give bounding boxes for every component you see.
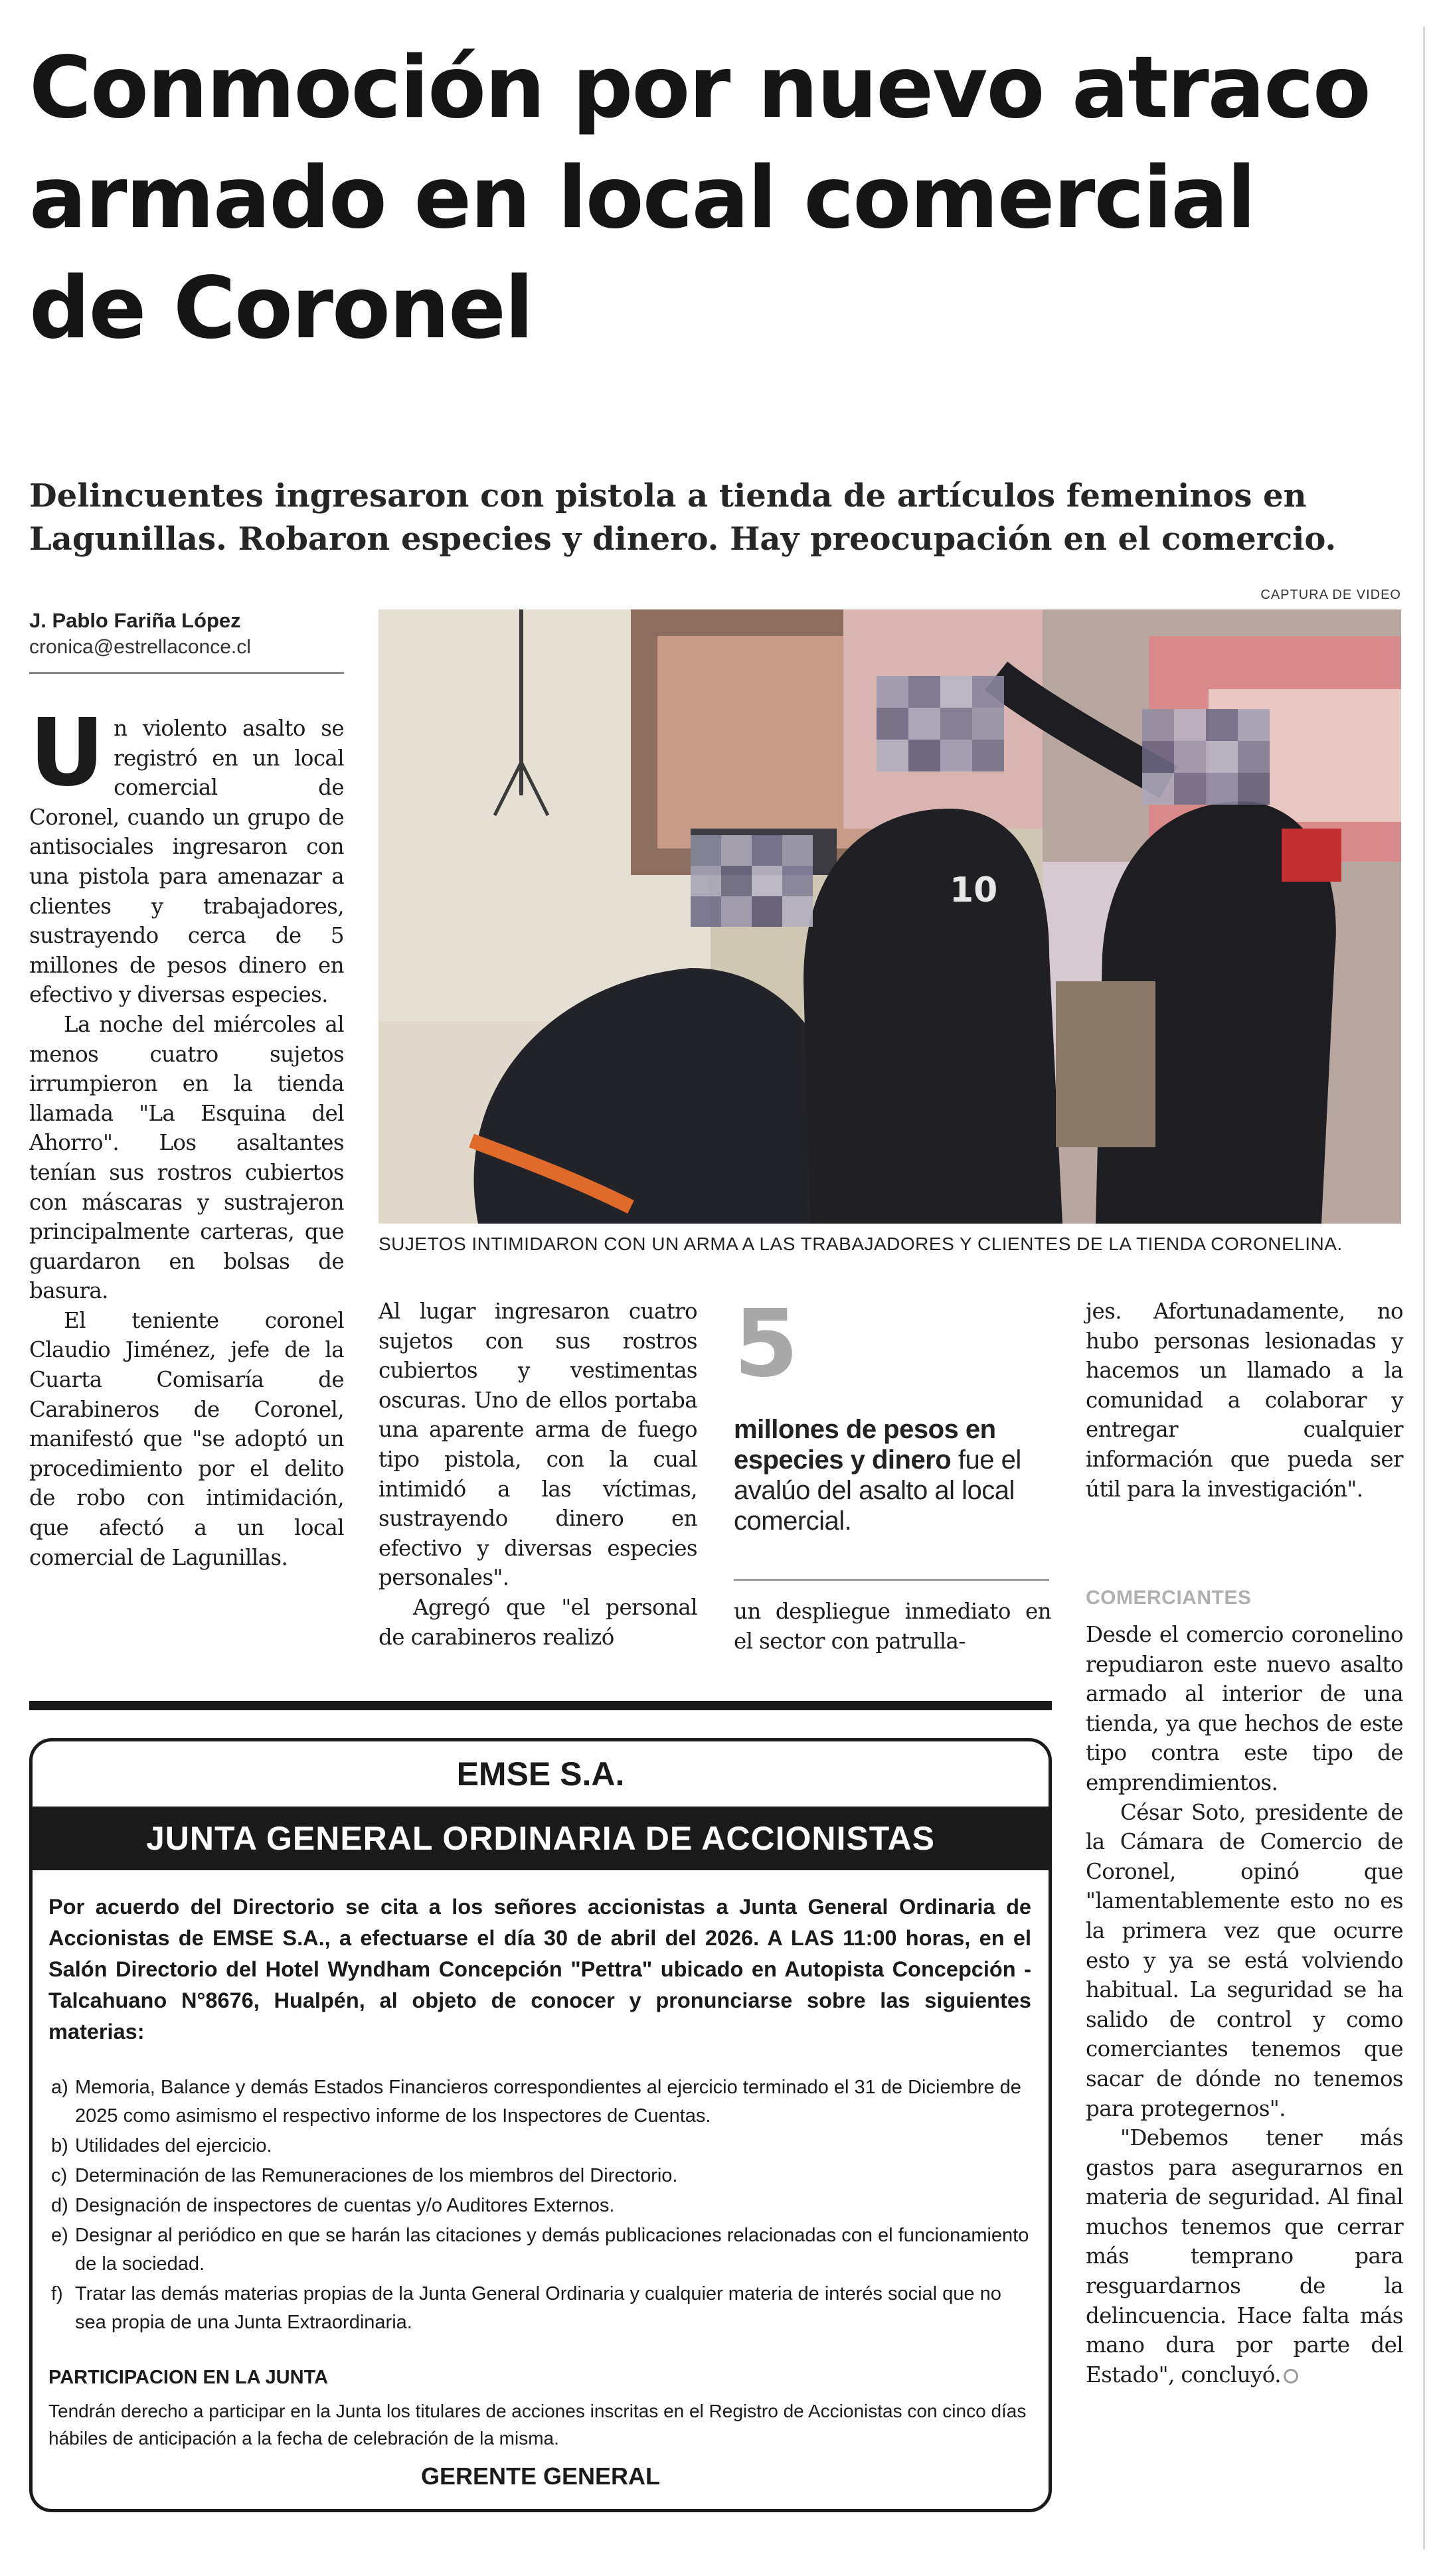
agenda-item-label: c) [51, 2165, 68, 2186]
agenda-item-label: d) [51, 2195, 68, 2216]
lead-text: n violento asalto se registró en un local comercial de Coronel, cuando un grupo de antisociales ingresaron con una pistola para amenazar a clientes y trabajadores, sustrayendo cerca de 5 millones de pesos dinero en efectivo y diversas especies. [29, 716, 344, 1008]
byline-rule [29, 672, 344, 674]
paragraph: El teniente coronel Claudio Jiménez, jefe de la Cuarta Comisaría de Carabineros de Coronel, manifestó que "se adoptó un procedimiento por el delito de robo con intimidación, que afectó a un local comercial de Lagunillas. [29, 1307, 344, 1570]
agenda-item-text: Determinación de las Remuneraciones de los miembros del Directorio. [75, 2165, 678, 2186]
paragraph: un despliegue inmediato en el sector con patrulla- [734, 1599, 1051, 1654]
headline: Conmoción por nuevo atraco armado en local comercial de Coronel [29, 39, 1370, 358]
page-edge-line [1423, 27, 1425, 2549]
agenda-item-label: e) [51, 2225, 68, 2246]
photo-caption: SUJETOS INTIMIDARON CON UN ARMA A LAS TRABAJADORES Y CLIENTES DE LA TIENDA CORONELINA. [379, 1234, 1343, 1254]
lead-paragraph [29, 699, 344, 1010]
author-email[interactable]: cronica@estrellaconce.cl [29, 636, 251, 658]
photo-credit: CAPTURA DE VIDEO [1260, 588, 1401, 602]
paragraph: La noche del miércoles al menos cuatro sujetos irrumpieron en la tienda llamada "La Esquina del Ahorro". Los asaltantes tenían sus rostros cubiertos con máscaras y sustrajeron principalmente carteras, que guardaron en bolsas de basura. [29, 1011, 344, 1304]
drop-cap: U [29, 699, 105, 807]
stat-number: 5 [734, 1290, 799, 1398]
agenda-item [51, 2280, 1034, 2337]
cctv-scene-illustration [379, 609, 1401, 1224]
paragraph: Agregó que "el personal de carabineros realizó [379, 1594, 697, 1650]
byline [29, 607, 348, 661]
paragraph: César Soto, presidente de la Cámara de Comercio de Coronel, opinó que "lamentablemente esto no es la primera vez que ocurre esto y ya se está volviendo habitual. La seguridad se ha salido de control y como comerciantes tenemos que sacar de dónde no tenemos para protegernos". [1086, 1799, 1403, 2121]
agenda-item [51, 2132, 1034, 2160]
closing-quote: "Debemos tener más gastos para asegurarnos en materia de seguridad. Al final muchos tenemos que cerrar más temprano para resguardarnos de la delincuencia. Hace falta más mano dura por parte del Estado", concluyó. [1086, 2125, 1403, 2387]
agenda-item-label: f) [51, 2283, 63, 2304]
article-column-4 [1086, 1297, 1403, 1504]
svg-text:10: 10 [950, 870, 998, 910]
stat-bold: millones de pesos en especies y dinero [734, 1415, 996, 1475]
stat-rest: fue el avalúo del asalto al local comercial. [734, 1445, 1021, 1536]
agenda-item-text: Tratar las demás materias propias de la Junta General Ordinaria y cualquier materia de interés social que no sea propia de una Junta Extraordinaria. [75, 2283, 1001, 2333]
paragraph: Desde el comercio coronelino repudiaron este nuevo asalto armado al interior de una tienda, ya que hechos de este tipo contra este tipo de emprendimientos. [1086, 1622, 1403, 1795]
agenda-item-label: a) [51, 2077, 68, 2098]
agenda-list [51, 2073, 1034, 2338]
agenda-item-text: Designar al periódico en que se harán las citaciones y demás publicaciones relacionadas con el funcionamiento de la sociedad. [75, 2225, 1029, 2275]
stat-rule [734, 1579, 1049, 1581]
article-column-1 [29, 699, 344, 1572]
stat-text [734, 1414, 1049, 1536]
agenda-item-text: Memoria, Balance y demás Estados Financieros correspondientes al ejercicio terminado el 31 de Diciembre de 2025 como asimismo el respectivo informe de los Inspectores de Cuentas. [75, 2077, 1021, 2127]
article-column-2 [379, 1297, 697, 1652]
cctv-photo [379, 609, 1401, 1224]
agenda-item-text: Designación de inspectores de cuentas y/o Auditores Externos. [75, 2195, 615, 2216]
participation-title: PARTICIPACION EN LA JUNTA [48, 2367, 329, 2388]
agenda-item [51, 2192, 1034, 2220]
end-mark-icon [1284, 2369, 1298, 2383]
agenda-item-text: Utilidades del ejercicio. [75, 2135, 272, 2156]
agenda-item [51, 2162, 1034, 2190]
author-name: J. Pablo Fariña López [29, 609, 241, 632]
agenda-item-label: b) [51, 2135, 68, 2156]
article-column-4-continued [1086, 1620, 1403, 2389]
notice-title: JUNTA GENERAL ORDINARIA DE ACCIONISTAS [33, 1807, 1049, 1870]
notice-signoff: GERENTE GENERAL [420, 2462, 661, 2490]
section-subhead: COMERCIANTES [1086, 1587, 1252, 1609]
shareholders-notice [29, 1738, 1052, 2512]
article-column-3-bottom [734, 1597, 1051, 1656]
agenda-item [51, 2221, 1034, 2279]
paragraph [1086, 2123, 1403, 2389]
paragraph: jes. Afortunadamente, no hubo personas lesionadas y hacemos un llamado a la comunidad a colaborar y entregar cualquier información que pueda ser útil para la investigación". [1086, 1299, 1403, 1502]
notice-intro: Por acuerdo del Directorio se cita a los señores accionistas a Junta General Ordinaria de Accionistas de EMSE S.A., a efectuarse el día 30 de abril del 2026. A LAS 11:00 horas, en el Salón Directorio del Hotel Wyndham Concepción "Pettra" ubicado en Autopista Concepción - Talcahuano N°8676, Hualpén, al objeto de conocer y pronunciarse sobre las siguientes materias: [48, 1895, 1031, 2044]
paragraph: Al lugar ingresaron cuatro sujetos con sus rostros cubiertos y vestimentas oscuras. Uno de ellos portaba una aparente arma de fuego tipo pistola, con la cual intimidó a las víctimas, sustrayendo dinero en efectivo y diversas especies personales". [379, 1299, 697, 1591]
participation-text: Tendrán derecho a participar en la Junta los titulares de acciones inscritas en el Registro de Accionistas con cinco días hábiles de anticipación a la fecha de celebración de la misma. [48, 2401, 1027, 2449]
deck: Delincuentes ingresaron con pistola a tienda de artículos femeninos en Lagunillas. Robaron especies y dinero. Hay preocupación en el comercio. [29, 477, 1337, 558]
agenda-item [51, 2073, 1034, 2131]
section-separator [29, 1701, 1052, 1710]
notice-company: EMSE S.A. [456, 1755, 625, 1793]
